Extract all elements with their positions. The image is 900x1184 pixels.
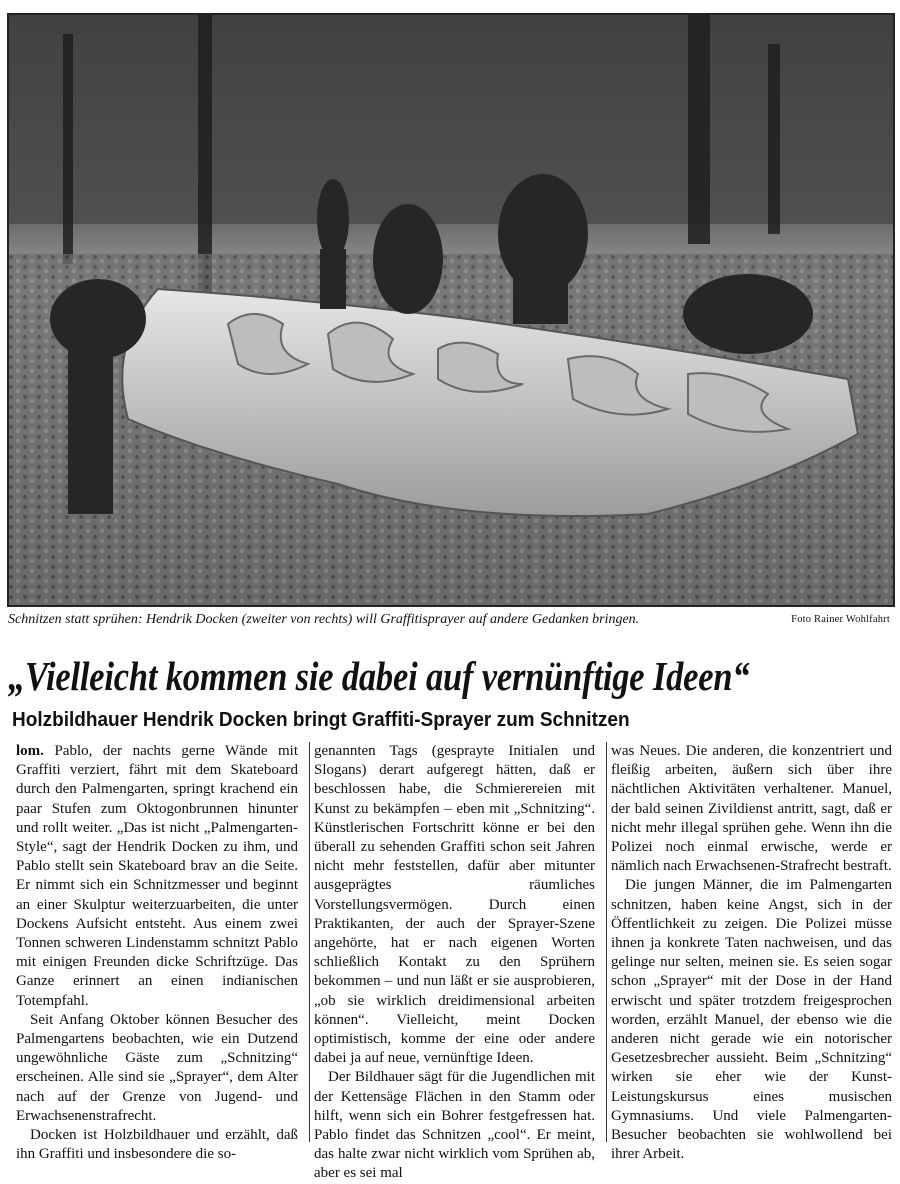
article-photo <box>8 14 894 606</box>
photo-caption-row <box>8 610 894 630</box>
paragraph: Der Bildhauer sägt für die Jugendlichen mit der Kettensäge Flächen in den Stamm oder hilft, wenn sich ein Bohrer festgefressen hat. Pablo findet das Schnitzen „cool“. Er meint, das halte zwar nicht wirklich vom Sprühen ab, aber es sei mal <box>314 1069 595 1182</box>
paragraph <box>16 742 298 1011</box>
byline: lom. <box>16 743 44 759</box>
subheadline: Holzbildhauer Hendrik Docken bringt Graffiti-Sprayer zum Schnitzen <box>12 709 630 731</box>
paragraph: Docken ist Holzbildhauer und erzählt, daß ihn Graffiti und insbesondere die so- <box>16 1127 298 1163</box>
column-3 <box>606 742 896 1163</box>
paragraph-text: Pablo, der nachts gerne Wände mit Graffiti verziert, fährt mit dem Skateboard durch den Palmengarten, springt krachend ein paar Stufen zum Oktogonbrunnen hinunter und rollt weiter. „Das ist nicht „Palmengarten-Style“, sagt der Hendrik Docken zu ihm, und Pablo stellt sein Skateboard brav an die Seite. Er nimmt sich ein Schnitzmesser und beginnt an einer Skulptur weiterzuarbeiten, die unter Dockens Aufsicht entsteht. Aus einem zwei Tonnen schweren Lindenstamm schnitzt Pablo mit einigen Freunden dicke Schriftzüge. Das Ganze erinnert an einen indianischen Totempfahl. <box>16 743 299 1009</box>
column-1 <box>12 742 302 1163</box>
paragraph: Seit Anfang Oktober können Besucher des Palmengartens beobachten, wie ein Dutzend ungewöhnliche Gäste zum „Schnitzing“ erscheinen. Alle sind sie „Sprayer“, dem Alter nach auf der Grenze von Jugend- und Erwachsenenstrafrecht. <box>16 1011 298 1124</box>
photo-credit: Foto Rainer Wohlfahrt <box>791 614 890 625</box>
paragraph: Die jungen Männer, die im Palmengarten schnitzen, haben keine Angst, sich in der Öffentlichkeit zu zeigen. Die Polizei müsse ihnen ja konkrete Taten nachweisen, und das gelinge nur selten, meinen sie. Es seien sogar schon „Sprayer“ mit der Dose in der Hand erwischt und später trotzdem freigesprochen worden, erzählt Manuel, der ebenso wie die anderen nicht gerade wie ein notorischer Gesetzesbrecher aussieht. Beim „Schnitzing“ wirken sie eher wie der Kunst-Leistungskursus eines musischen Gymnasiums. Und viele Palmengarten-Besucher beobachten sie wohlwollend bei ihrer Arbeit. <box>611 877 892 1163</box>
photo-caption: Schnitzen statt sprühen: Hendrik Docken (zweiter von rechts) will Graffitisprayer auf andere Gedanken bringen. <box>8 612 640 627</box>
paragraph: was Neues. Die anderen, die konzentriert und fleißig arbeiten, äußern sich über ihre nächtlichen Aktivitäten verhaltener. Manuel, der bald seinen Zivildienst antritt, sagt, daß er nicht mehr illegal sprühen gehe. Wenn ihn die Polizei noch einmal erwische, werde er nämlich nach Erwachsenen-Strafrecht bestraft. <box>611 743 892 875</box>
column-2 <box>309 742 599 1182</box>
headline: „Vielleicht kommen sie dabei auf vernünftige Ideen“ <box>8 653 750 699</box>
article-body <box>12 742 896 1182</box>
paragraph: genannten Tags (gesprayte Initialen und Slogans) derart aufgeregt hätten, daß er beschlossen habe, die Schmierereien mit Kunst zu bekämpfen – eben mit „Schnitzing“. Künstlerischen Fortschritt könne er bei den überall zu sehenden Graffiti schon seit Jahren nicht mehr feststellen, dafür aber mitunter ausgeprägtes räumliches Vorstellungsvermögen. Durch einen Praktikanten, der auch der Sprayer-Szene angehörte, hat er nach eigenen Worten schließlich Kontakt zu den Sprühern bekommen – und nun läßt er sie ausprobieren, „ob sie wirklich dreidimensional arbeiten können“. Vielleicht, meint Docken optimistisch, komme der eine oder andere dabei ja auf neue, vernünftige Ideen. <box>314 743 595 1067</box>
